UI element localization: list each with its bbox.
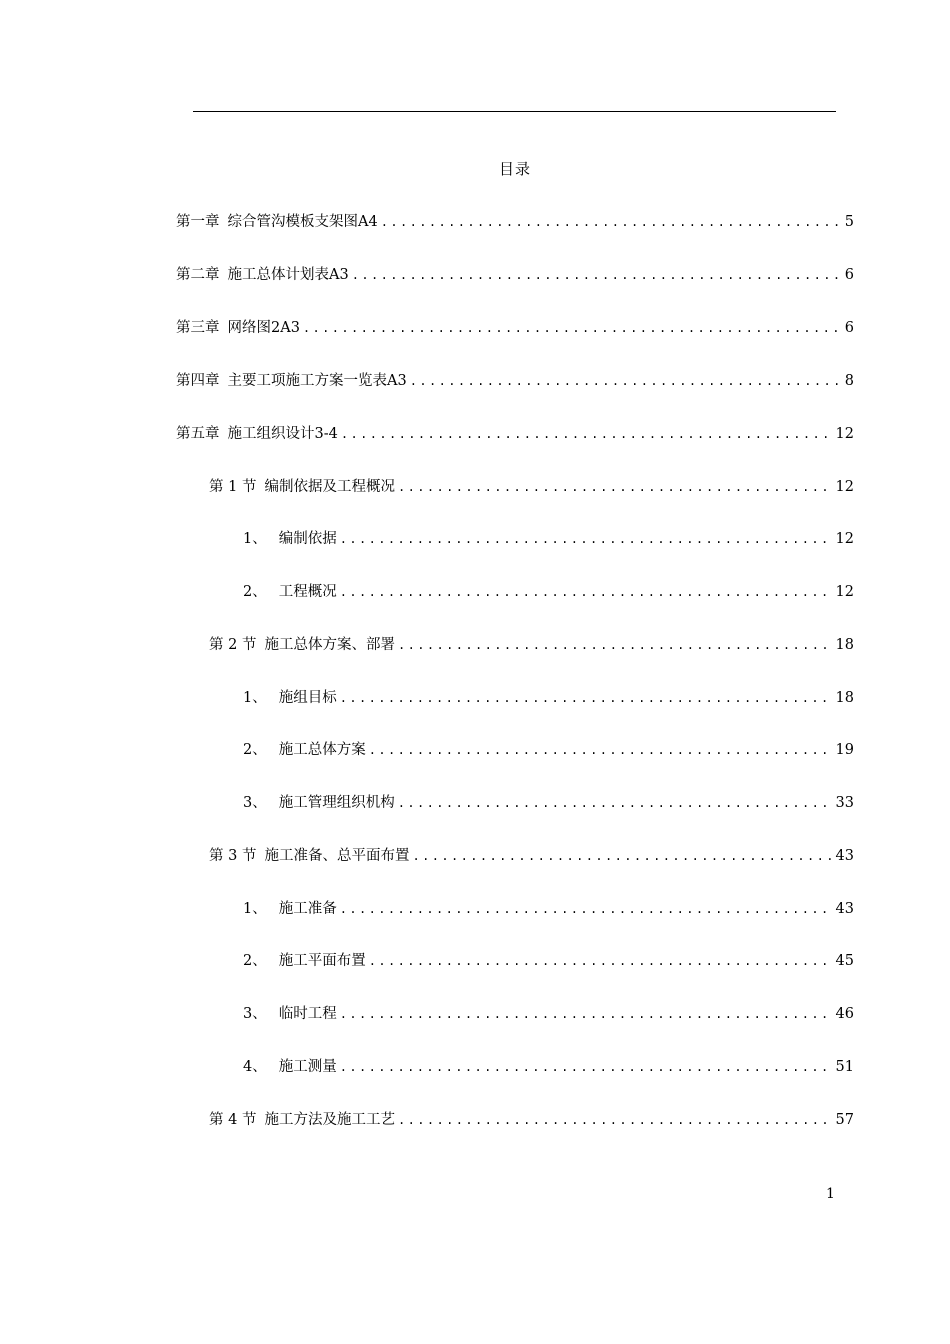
toc-entry[interactable] <box>209 634 854 656</box>
toc-entry[interactable] <box>243 528 854 550</box>
toc-entry-label: 施组目标 <box>278 690 337 706</box>
toc-entry[interactable] <box>243 739 854 761</box>
toc-entry[interactable] <box>176 264 854 286</box>
toc-dot-leader <box>369 950 833 972</box>
toc-dot-leader <box>303 317 842 339</box>
toc-entry-page: 18 <box>835 637 854 653</box>
toc-entry-page: 6 <box>844 267 854 283</box>
toc-entry-number: 第二章 <box>176 267 220 283</box>
toc-entry-page: 46 <box>835 1006 854 1022</box>
toc-entry[interactable] <box>243 687 854 709</box>
toc-entry-page: 51 <box>835 1059 854 1075</box>
toc-entry-page: 12 <box>835 584 854 600</box>
toc-entry[interactable] <box>243 792 854 814</box>
toc-entry-page: 5 <box>844 214 854 230</box>
toc-entry-number: 1、 <box>243 690 267 706</box>
toc-dot-leader <box>340 581 833 603</box>
header-rule <box>193 111 836 112</box>
toc-entry-page: 57 <box>835 1112 854 1128</box>
toc-dot-leader <box>340 1003 833 1025</box>
page-number: 1 <box>826 1186 835 1202</box>
toc-entry-number: 第 3 节 <box>209 848 257 864</box>
toc-entry-number: 第四章 <box>176 373 220 389</box>
toc-entry[interactable] <box>176 370 854 392</box>
toc-entry[interactable] <box>243 950 854 972</box>
toc-dot-leader <box>381 211 842 233</box>
toc-dot-leader <box>340 898 833 920</box>
toc-entry-label: 施工测量 <box>278 1059 337 1075</box>
toc-entry-label: 施工总体计划表A3 <box>227 267 349 283</box>
toc-entry-page: 33 <box>835 795 854 811</box>
toc-entry[interactable] <box>243 581 854 603</box>
toc-entry-label: 施工方法及施工工艺 <box>264 1112 395 1128</box>
toc-entry[interactable] <box>176 211 854 233</box>
toc-entry-number: 第五章 <box>176 426 220 442</box>
toc-entry-label: 施工总体方案、部署 <box>264 637 395 653</box>
toc-title: 目录 <box>498 160 531 178</box>
toc-entry-label: 网络图2A3 <box>227 320 300 336</box>
toc-dot-leader <box>410 370 842 392</box>
toc-dot-leader <box>341 423 833 445</box>
toc-entry-label: 施工准备、总平面布置 <box>264 848 410 864</box>
toc-entry[interactable] <box>176 423 854 445</box>
toc-entry-page: 12 <box>835 426 854 442</box>
toc-dot-leader <box>398 634 833 656</box>
toc-entry-number: 1、 <box>243 531 267 547</box>
toc-entry-page: 12 <box>835 479 854 495</box>
toc-entry-page: 45 <box>835 953 854 969</box>
toc-entry-label: 综合管沟模板支架图A4 <box>227 214 378 230</box>
toc-entry-page: 43 <box>835 848 854 864</box>
toc-entry-number: 第一章 <box>176 214 220 230</box>
toc-entry-page: 8 <box>844 373 854 389</box>
toc-entry-label: 施工总体方案 <box>278 742 366 758</box>
toc-entry[interactable] <box>209 845 854 867</box>
toc-entry-label: 工程概况 <box>278 584 337 600</box>
toc-entry-label: 编制依据及工程概况 <box>264 479 395 495</box>
toc-entry-page: 12 <box>835 531 854 547</box>
toc-entry-number: 第 1 节 <box>209 479 257 495</box>
toc-dot-leader <box>398 1109 833 1131</box>
toc-dot-leader <box>340 1056 833 1078</box>
toc-entry-label: 施工管理组织机构 <box>278 795 395 811</box>
toc-dot-leader <box>369 739 833 761</box>
toc-entry-number: 1、 <box>243 901 267 917</box>
toc-entry-label: 主要工项施工方案一览表A3 <box>227 373 407 389</box>
toc-entry[interactable] <box>243 898 854 920</box>
toc-entry-number: 第 2 节 <box>209 637 257 653</box>
toc-entry[interactable] <box>209 476 854 498</box>
toc-entry-page: 19 <box>835 742 854 758</box>
toc-dot-leader <box>340 528 833 550</box>
toc-entry-label: 施工组织设计3-4 <box>227 426 338 442</box>
toc-entry-label: 编制依据 <box>278 531 337 547</box>
toc-dot-leader <box>398 792 833 814</box>
toc-entry-page: 6 <box>844 320 854 336</box>
toc-dot-leader <box>412 845 832 867</box>
toc-entry-number: 第三章 <box>176 320 220 336</box>
toc-entry-number: 2、 <box>243 742 267 758</box>
toc-entry-number: 2、 <box>243 584 267 600</box>
toc-dot-leader <box>340 687 833 709</box>
toc-dot-leader <box>398 476 833 498</box>
toc-entry-number: 第 4 节 <box>209 1112 257 1128</box>
toc-entry-number: 3、 <box>243 795 267 811</box>
toc-entry-label: 施工平面布置 <box>278 953 366 969</box>
toc-entry-number: 3、 <box>243 1006 267 1022</box>
toc-entry[interactable] <box>243 1003 854 1025</box>
toc-dot-leader <box>352 264 842 286</box>
toc-entry-label: 临时工程 <box>278 1006 337 1022</box>
toc-entry-page: 43 <box>835 901 854 917</box>
toc-entry-number: 4、 <box>243 1059 267 1075</box>
toc-entry[interactable] <box>176 317 854 339</box>
toc-entry-number: 2、 <box>243 953 267 969</box>
toc-entry[interactable] <box>243 1056 854 1078</box>
toc-entry[interactable] <box>209 1109 854 1131</box>
toc-entry-page: 18 <box>835 690 854 706</box>
toc-entry-label: 施工准备 <box>278 901 337 917</box>
